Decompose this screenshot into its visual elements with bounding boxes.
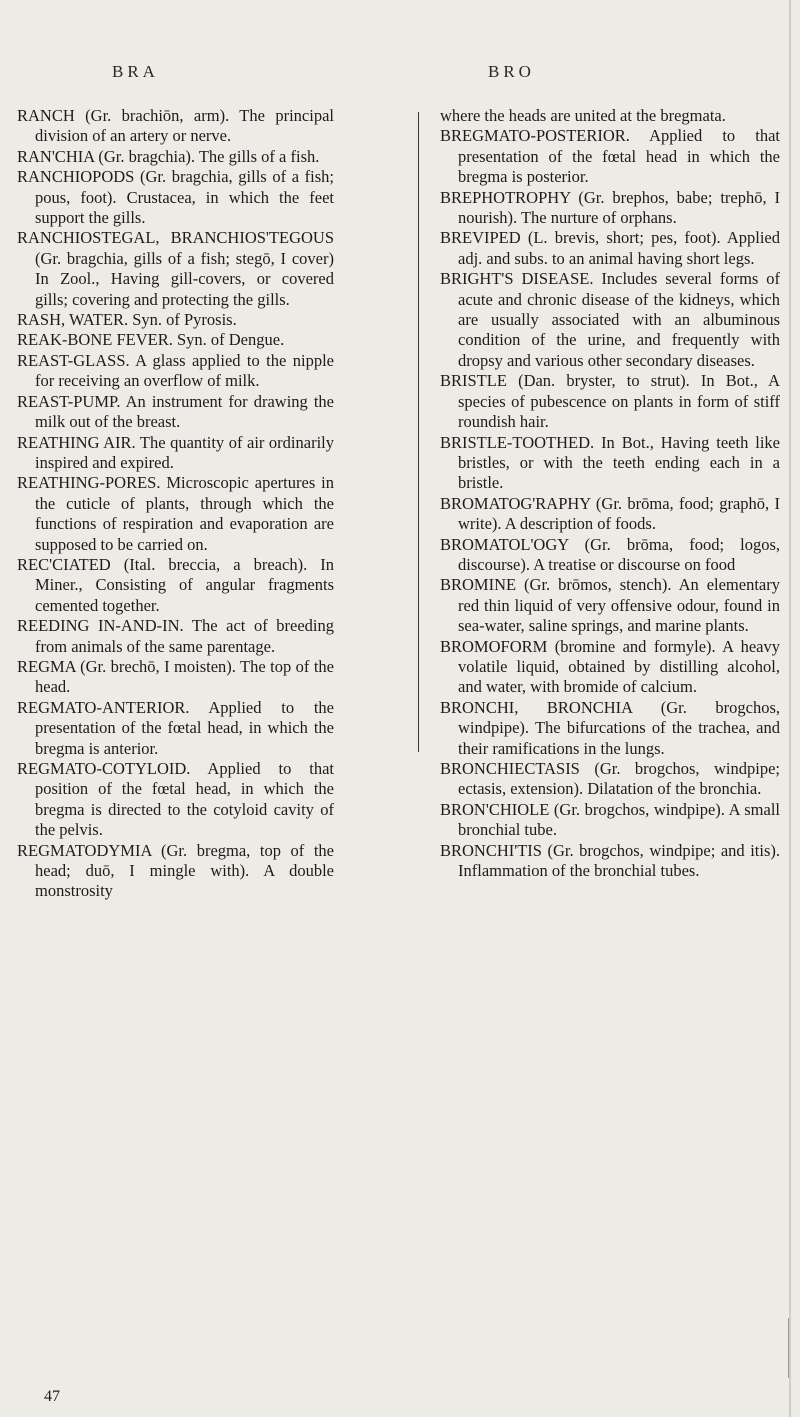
running-head-right: BRO — [488, 62, 535, 81]
entry: RASH, WATER. Syn. of Pyrosis. — [17, 310, 237, 330]
entry: REAST-PUMP. An instrument for drawing the milk out of the breast. — [17, 391, 334, 432]
entry: BRONCHIECTASIS (Gr. brogchos, windpipe; ectasis, extension). Dilatation of the bronchia. — [440, 759, 780, 799]
entry: REAK-BONE FEVER. Syn. of Dengue. — [17, 330, 285, 350]
entry: BRIGHT'S DISEASE. Includes several forms of acute and chronic disease of the kidneys, which are usually associated with an albuminous condition of the urine, and frequently with dropsy and various other secondary diseases. — [440, 269, 780, 370]
entry: REAST-GLASS. A glass applied to the nipple for receiving an overflow of milk. — [17, 350, 334, 391]
entry: BROMINE (Gr. brōmos, stench). An elementary red thin liquid of very offensive odour, found in sea-water, saline springs, and marine plants. — [440, 575, 780, 636]
entry: RANCH (Gr. brachiōn, arm). The principal division of an artery or nerve. — [17, 106, 334, 146]
entry: REEDING IN-AND-IN. The act of breeding from animals of the same parentage. — [17, 616, 334, 656]
entry: BREVIPED (L. brevis, short; pes, foot). Applied adj. and subs. to an animal having short legs. — [440, 228, 780, 268]
entry: REGMATODYMIA (Gr. bregma, top of the head; duō, I mingle with). A double monstrosity — [17, 840, 334, 901]
page-number: 47 — [44, 1388, 60, 1405]
entry: REGMATO-COTYLOID. Applied to that position of the fœtal head, in which the bregma is directed to the cotyloid cavity of the pelvis. — [17, 759, 334, 840]
entry: BREPHOTROPHY (Gr. brephos, babe; trephō, I nourish). The nurture of orphans. — [440, 187, 780, 228]
left-column — [0, 106, 334, 902]
entry: where the heads are united at the bregmata. — [440, 106, 726, 125]
entry: BROMOFORM (bromine and formyle). A heavy volatile liquid, obtained by distilling alcohol, and water, with bromide of calcium. — [440, 636, 780, 697]
entry: BRONCHI, BRONCHIA (Gr. brogchos, windpipe). The bifurcations of the trachea, and their ramifications in the lungs. — [440, 697, 780, 758]
margin-mark — [788, 1318, 789, 1378]
entry: REGMATO-ANTERIOR. Applied to the presentation of the fœtal head, in which the bregma is anterior. — [17, 697, 334, 758]
entry: REATHING AIR. The quantity of air ordinarily inspired and expired. — [17, 432, 334, 472]
entry: BRISTLE (Dan. bryster, to strut). In Bot., A species of pubescence on plants in form of stiff roundish hair. — [440, 371, 780, 432]
entry: BROMATOL'OGY (Gr. brōma, food; logos, discourse). A treatise or discourse on food — [440, 534, 780, 574]
entry: REC'CIATED (Ital. breccia, a breach). In Miner., Consisting of angular fragments cemented together. — [17, 554, 334, 615]
entry: BROMATOG'RAPHY (Gr. brōma, food; graphō, I write). A description of foods. — [440, 493, 780, 534]
page-edge-line — [789, 0, 791, 1417]
entry: RANCHIOSTEGAL, BRANCHIOS'TEGOUS (Gr. bragchia, gills of a fish; stegō, I cover) In Zool., Having gill-covers, or covered gills; covering and protecting the gills. — [17, 228, 334, 309]
entry: RANCHIOPODS (Gr. bragchia, gills of a fish; pous, foot). Crustacea, in which the feet support the gills. — [17, 167, 334, 228]
entry: BREGMATO-POSTERIOR. Applied to that presentation of the fœtal head in which the bregma is posterior. — [440, 126, 780, 187]
entry: BRONCHI'TIS (Gr. brogchos, windpipe; and itis). Inflammation of the bronchial tubes. — [440, 840, 780, 881]
entry: BRISTLE-TOOTHED. In Bot., Having teeth like bristles, or with the teeth ending each in a bristle. — [440, 432, 780, 493]
entry: RAN'CHIA (Gr. bragchia). The gills of a fish. — [17, 146, 320, 166]
entry: BRON'CHIOLE (Gr. brogchos, windpipe). A small bronchial tube. — [440, 799, 780, 840]
running-head-left: BRA — [112, 62, 159, 81]
right-column — [440, 106, 780, 881]
column-rule — [418, 112, 419, 752]
entry: REATHING-PORES. Microscopic apertures in the cuticle of plants, through which the functions of respiration and evaporation are supposed to be carried on. — [17, 473, 334, 554]
entry: REGMA (Gr. brechō, I moisten). The top of the head. — [17, 656, 334, 697]
